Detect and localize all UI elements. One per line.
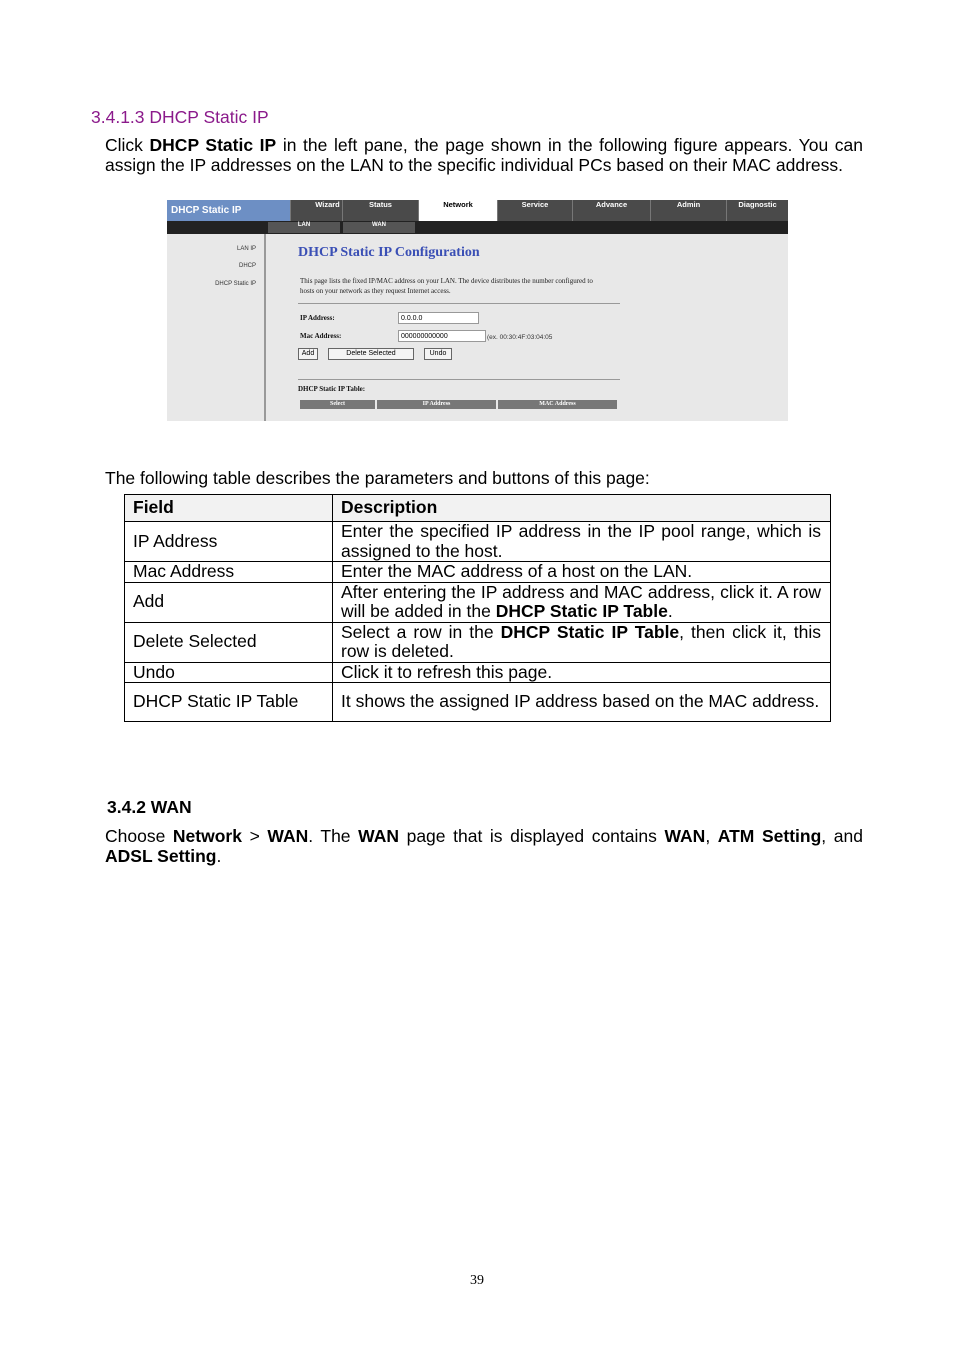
field-cell: DHCP Static IP Table bbox=[125, 683, 333, 722]
tab-diagnostic[interactable]: Diagnostic bbox=[726, 200, 788, 221]
left-pane bbox=[167, 234, 266, 421]
ip-address-label: IP Address: bbox=[300, 314, 335, 322]
wan-paragraph: Choose Network > WAN. The WAN page that is displayed contains WAN, ATM Setting, and ADSL Setting. bbox=[105, 826, 863, 866]
parameters-table bbox=[124, 494, 831, 722]
table-row bbox=[125, 683, 831, 722]
content-pane bbox=[266, 234, 788, 421]
ip-address-input[interactable]: 0.0.0.0 bbox=[398, 312, 479, 324]
router-screenshot bbox=[167, 200, 788, 421]
header-description: Description bbox=[333, 495, 831, 522]
tab-admin[interactable]: Admin bbox=[650, 200, 726, 221]
add-button[interactable]: Add bbox=[298, 348, 318, 360]
top-nav bbox=[167, 200, 788, 221]
description-cell: Click it to refresh this page. bbox=[333, 662, 831, 683]
wan-heading: 3.4.2 WAN bbox=[107, 797, 192, 817]
config-description: This page lists the fixed IP/MAC address on your LAN. The device distributes the number configured to hosts on your network as they request Internet access. bbox=[300, 277, 593, 295]
field-cell: IP Address bbox=[125, 522, 333, 562]
field-cell: Delete Selected bbox=[125, 622, 333, 662]
subtab-wan[interactable]: WAN bbox=[343, 222, 415, 233]
tab-advance[interactable]: Advance bbox=[572, 200, 650, 221]
table-row bbox=[125, 662, 831, 683]
intro-paragraph: Click DHCP Static IP in the left pane, the page shown in the following figure appears. You can assign the IP addresses on the LAN to the specific individual PCs based on their MAC address. bbox=[105, 135, 864, 175]
field-cell: Mac Address bbox=[125, 562, 333, 583]
table-header-ip: IP Address bbox=[377, 400, 496, 409]
table-header-row bbox=[125, 495, 831, 522]
tab-service[interactable]: Service bbox=[497, 200, 572, 221]
mac-address-input[interactable]: 000000000000 bbox=[398, 330, 486, 342]
left-link-dhcp-static-ip[interactable]: DHCP Static IP bbox=[215, 281, 256, 287]
field-cell: Add bbox=[125, 582, 333, 622]
left-link-lan-ip[interactable]: LAN IP bbox=[236, 246, 256, 252]
field-cell: Undo bbox=[125, 662, 333, 683]
static-ip-table-label: DHCP Static IP Table: bbox=[298, 385, 366, 393]
description-cell: Select a row in the DHCP Static IP Table, then click it, this row is deleted. bbox=[333, 622, 831, 662]
table-intro: The following table describes the parameters and buttons of this page: bbox=[105, 468, 650, 488]
delete-selected-button[interactable]: Delete Selected bbox=[328, 348, 414, 360]
description-cell: Enter the specified IP address in the IP pool range, which is assigned to the host. bbox=[333, 522, 831, 562]
table-row bbox=[125, 522, 831, 562]
table-row bbox=[125, 582, 831, 622]
mac-hint: (ex. 00:30:4F:03:04:05 bbox=[487, 334, 553, 341]
sub-nav bbox=[167, 221, 788, 234]
table-header-select: Select bbox=[300, 400, 375, 409]
config-title: DHCP Static IP Configuration bbox=[298, 245, 480, 260]
tab-wizard[interactable]: Wizard bbox=[290, 200, 364, 221]
divider bbox=[298, 379, 620, 380]
table-row bbox=[125, 622, 831, 662]
undo-button[interactable]: Undo bbox=[424, 348, 452, 360]
table-row bbox=[125, 562, 831, 583]
page-number: 39 bbox=[470, 1273, 484, 1288]
subtab-lan[interactable]: LAN bbox=[268, 222, 340, 233]
left-link-dhcp[interactable]: DHCP bbox=[238, 263, 256, 269]
description-cell: After entering the IP address and MAC address, click it. A row will be added in the DHCP Static IP Table. bbox=[333, 582, 831, 622]
section-heading: 3.4.1.3 DHCP Static IP bbox=[91, 107, 269, 127]
description-cell: It shows the assigned IP address based on the MAC address. bbox=[333, 683, 831, 722]
tab-status[interactable]: Status bbox=[342, 200, 418, 221]
divider bbox=[298, 303, 620, 304]
tab-network[interactable]: Network bbox=[418, 200, 497, 221]
header-field: Field bbox=[125, 495, 333, 522]
brand-label: DHCP Static IP bbox=[167, 200, 290, 221]
description-cell: Enter the MAC address of a host on the LAN. bbox=[333, 562, 831, 583]
mac-address-label: Mac Address: bbox=[300, 332, 342, 340]
table-header-mac: MAC Address bbox=[498, 400, 617, 409]
